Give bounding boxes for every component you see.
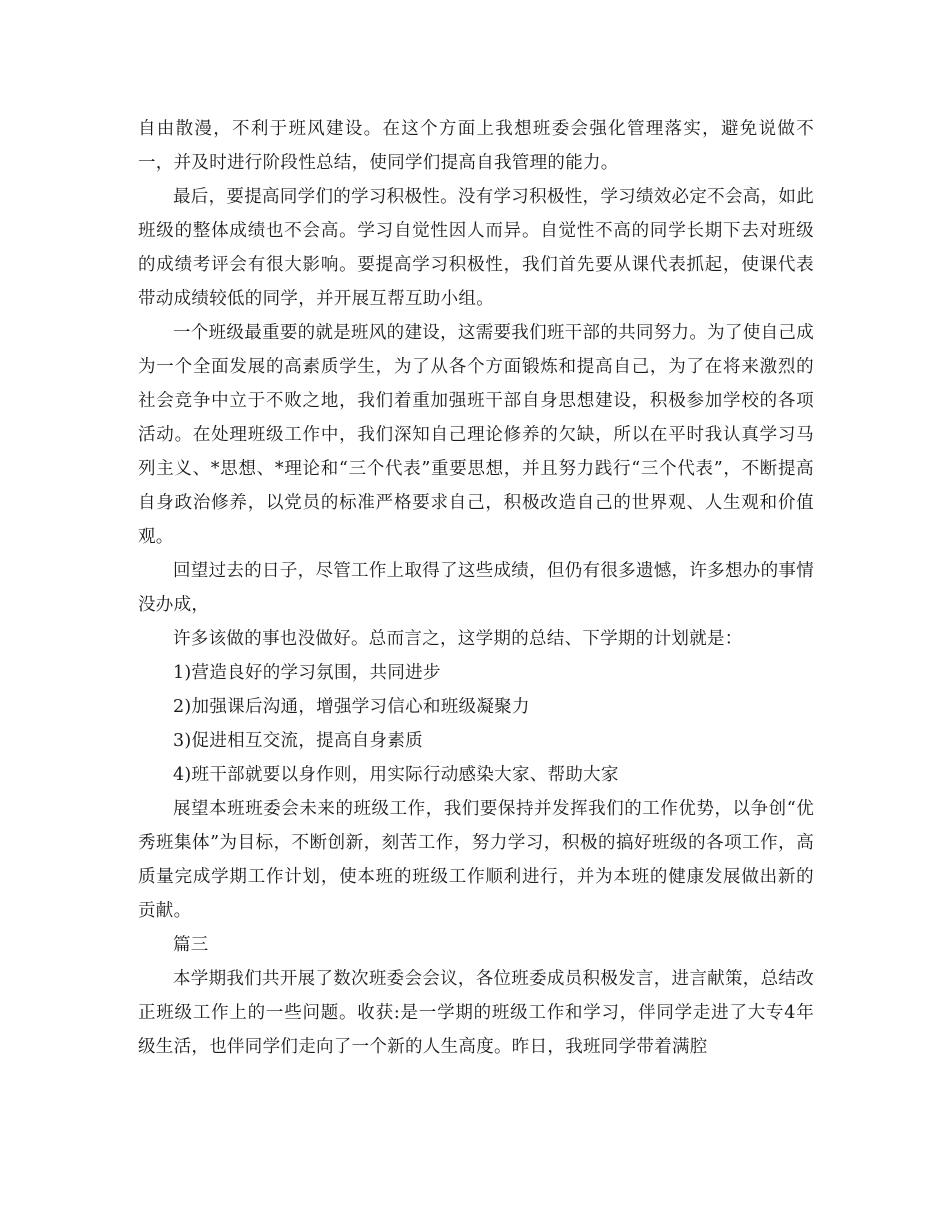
- list-item-2: 2)加强课后沟通，增强学习信心和班级凝聚力: [173, 697, 530, 717]
- list-item-3: 3)促进相互交流，提高自身素质: [173, 731, 423, 751]
- document-body: [138, 112, 814, 1064]
- paragraph-section-three: 本学期我们共开展了数次班委会会议，各位班委成员积极发言，进言献策，总结改正班级工作上的一些问题。收获:是一学期的班级工作和学习，伴同学走进了大专4年级生活，也伴同学们走向了一个新的人生高度。昨日，我班同学带着满腔: [138, 969, 814, 1057]
- paragraph-learning-motivation: 最后，要提高同学们的学习积极性。没有学习积极性，学习绩效必定不会高，如此班级的整体成绩也不会高。学习自觉性因人而异。自觉性不高的同学长期下去对班级的成绩考评会有很大影响。要提高学习积极性，我们首先要从课代表抓起，使课代表带动成绩较低的同学，并开展互帮互助小组。: [138, 187, 814, 309]
- paragraph-continued: 自由散漫，不利于班风建设。在这个方面上我想班委会强化管理落实，避免说做不一，并及时进行阶段性总结，使同学们提高自我管理的能力。: [138, 119, 814, 173]
- list-item-1: 1)营造良好的学习氛围，共同进步: [173, 663, 441, 683]
- paragraph-summary-plan: 许多该做的事也没做好。总而言之，这学期的总结、下学期的计划就是：: [173, 629, 743, 649]
- paragraph-outlook: 展望本班班委会未来的班级工作，我们要保持并发挥我们的工作优势，以争创“优秀班集体”为目标，不断创新，刻苦工作，努力学习，积极的搞好班级的各项工作，高质量完成学期工作计划，使本班的班级工作顺利进行，并为本班的健康发展做出新的贡献。: [138, 799, 814, 921]
- paragraph-review: 回望过去的日子，尽管工作上取得了这些成绩，但仍有很多遗憾，许多想办的事情没办成，: [138, 561, 814, 615]
- section-heading: 篇三: [173, 935, 209, 955]
- paragraph-class-style: 一个班级最重要的就是班风的建设，这需要我们班干部的共同努力。为了使自己成为一个全面发展的高素质学生，为了从各个方面锻炼和提高自己，为了在将来激烈的社会竞争中立于不败之地，我们着重加强班干部自身思想建设，积极参加学校的各项活动。在处理班级工作中，我们深知自己理论修养的欠缺，所以在平时我认真学习马列主义、*思想、*理论和“三个代表”重要思想，并且努力践行“三个代表”，不断提高自身政治修养，以党员的标准严格要求自己，积极改造自己的世界观、人生观和价值观。: [138, 323, 814, 547]
- list-item-4: 4)班干部就要以身作则，用实际行动感染大家、帮助大家: [173, 765, 619, 785]
